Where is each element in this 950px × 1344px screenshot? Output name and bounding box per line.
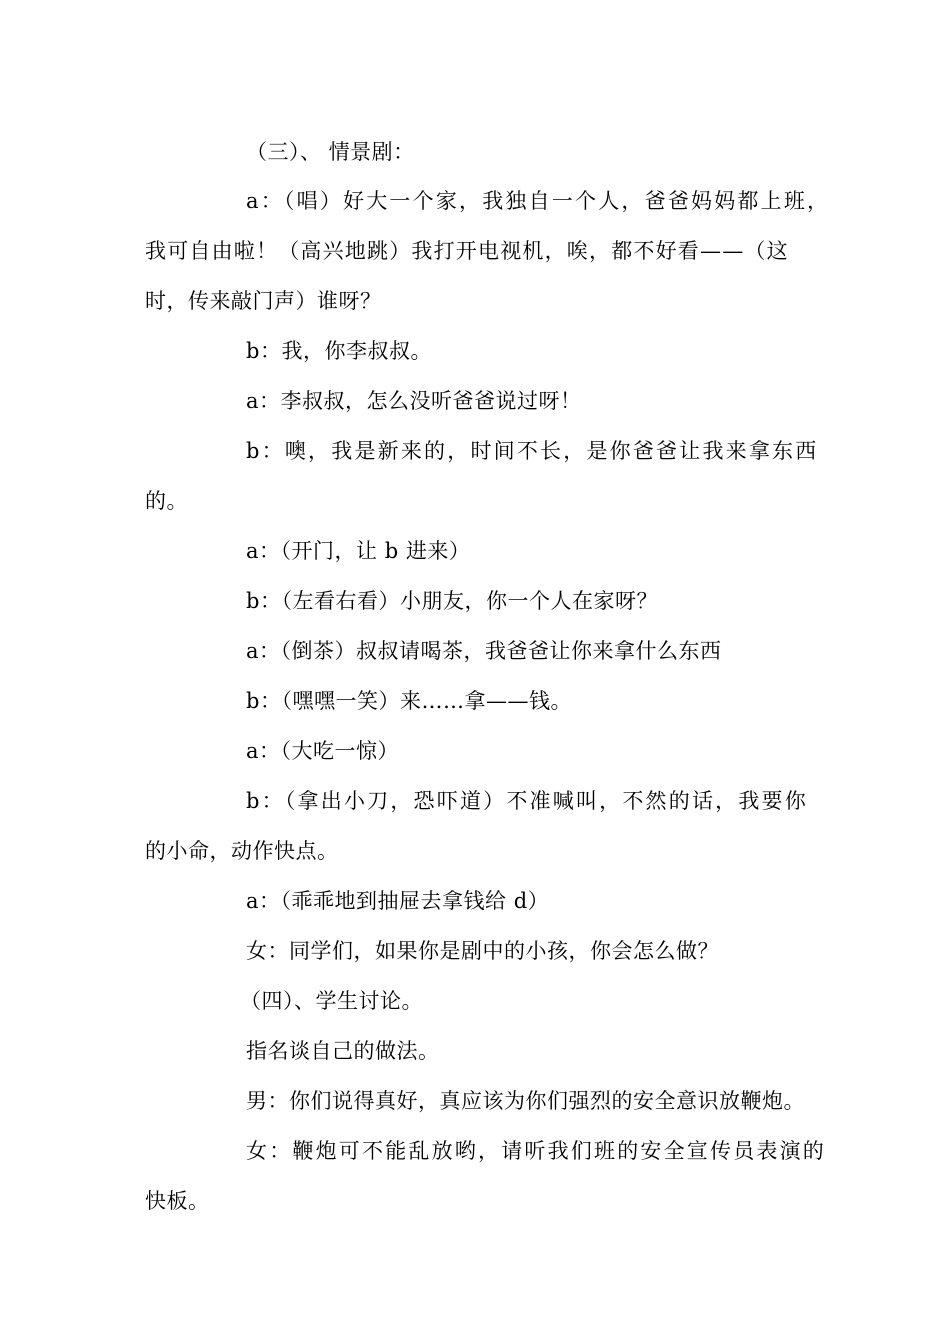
paragraph-line: 男：你们说得真好，真应该为你们强烈的安全意识放鞭炮。 [246,1089,805,1113]
paragraph-line: 的小命，动作快点。 [145,839,339,863]
paragraph-line: a：（倒茶）叔叔请喝茶，我爸爸让你来拿什么东西 [246,639,722,663]
paragraph-line: b：（嘿嘿一笑）来……拿——钱。 [246,689,572,713]
paragraph-line: b：（拿出小刀，恐吓道）不准喊叫，不然的话，我要你 [246,789,808,813]
paragraph-line: a：（乖乖地到抽屉去拿钱给 d） [246,889,550,913]
paragraph-line: 时，传来敲门声）谁呀？ [145,289,382,313]
section-heading-3: （三）、 情景剧： [246,140,415,164]
paragraph-line: a：（唱）好大一个家，我独自一个人，爸爸妈妈都上班， [246,189,831,213]
paragraph-line: 指名谈自己的做法。 [246,1039,440,1063]
paragraph-line: 女：鞭炮可不能乱放哟，请听我们班的安全宣传员表演的 [246,1139,826,1163]
paragraph-line: a：（开门，让 b 进来） [246,539,471,563]
paragraph-line: b：我，你李叔叔。 [246,339,432,363]
paragraph-line: a：（大吃一惊） [246,739,400,763]
paragraph-line: 的。 [145,489,188,513]
paragraph-line: b：（左看右看）小朋友，你一个人在家呀？ [246,589,658,613]
paragraph-line: 女：同学们，如果你是剧中的小孩，你会怎么做？ [246,939,719,963]
paragraph-line: b：噢，我是新来的，时间不长，是你爸爸让我来拿东西 [246,439,819,463]
section-heading-4: （四）、学生讨论。 [240,989,423,1013]
paragraph-line: 我可自由啦！（高兴地跳）我打开电视机，唉，都不好看——（这 [145,239,789,263]
paragraph-line: a：李叔叔，怎么没听爸爸说过呀！ [246,389,582,413]
paragraph-line: 快板。 [145,1189,210,1213]
